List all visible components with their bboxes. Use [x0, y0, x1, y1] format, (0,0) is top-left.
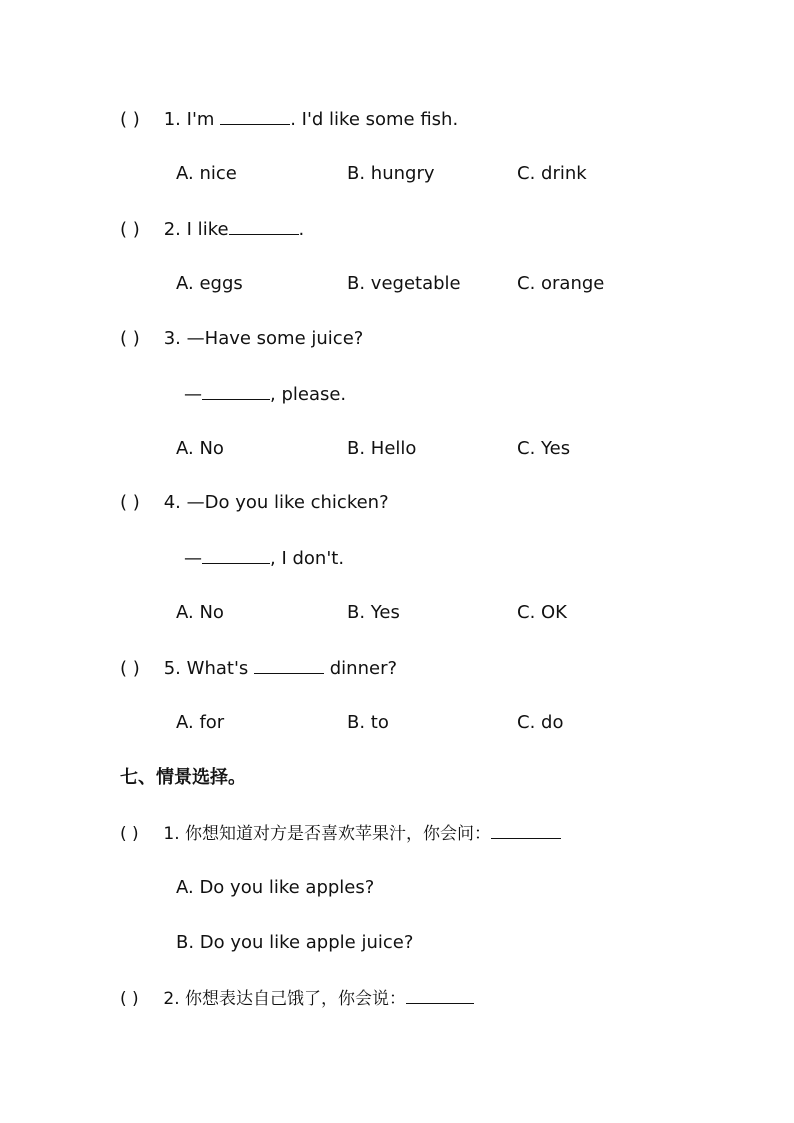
- option-c[interactable]: C. orange: [517, 273, 605, 294]
- situation-question-2: ( ) 2. 你想表达自己饿了，你会说：: [120, 986, 474, 1011]
- question-2: ( ) 2. I like .: [120, 219, 305, 240]
- answer-blank[interactable]: [491, 821, 561, 839]
- question-1: ( ) 1. I'm . I'd like some fish.: [120, 109, 459, 130]
- answer-blank[interactable]: [202, 382, 270, 400]
- situation-question-1: ( ) 1. 你想知道对方是否喜欢苹果汁，你会问：: [120, 821, 561, 846]
- question-4: ( ) 4. —Do you like chicken?: [120, 492, 389, 513]
- option-c[interactable]: C. OK: [517, 602, 567, 623]
- option-a[interactable]: A. for: [176, 712, 225, 733]
- answer-blank[interactable]: [254, 656, 324, 674]
- answer-paren[interactable]: ( ): [120, 109, 140, 130]
- answer-blank[interactable]: [406, 986, 474, 1004]
- option-b[interactable]: B. to: [347, 712, 389, 733]
- answer-paren[interactable]: ( ): [120, 658, 140, 679]
- answer-paren[interactable]: ( ): [120, 219, 140, 240]
- question-4-reply: — , I don't.: [184, 548, 345, 569]
- option-b[interactable]: B. hungry: [347, 163, 435, 184]
- answer-blank[interactable]: [229, 217, 299, 235]
- answer-paren[interactable]: ( ): [120, 492, 140, 513]
- answer-blank[interactable]: [202, 546, 270, 564]
- option-b[interactable]: B. Do you like apple juice?: [176, 932, 414, 953]
- section-title: 七、情景选择。: [120, 767, 246, 788]
- answer-paren[interactable]: ( ): [120, 989, 139, 1009]
- question-5: ( ) 5. What's dinner?: [120, 658, 398, 679]
- option-b[interactable]: B. Yes: [347, 602, 400, 623]
- option-c[interactable]: C. drink: [517, 163, 587, 184]
- option-a[interactable]: A. eggs: [176, 273, 243, 294]
- option-a[interactable]: A. No: [176, 438, 224, 459]
- option-c[interactable]: C. Yes: [517, 438, 571, 459]
- question-3: ( ) 3. —Have some juice?: [120, 328, 364, 349]
- answer-blank[interactable]: [220, 107, 290, 125]
- answer-paren[interactable]: ( ): [120, 824, 139, 844]
- option-b[interactable]: B. Hello: [347, 438, 417, 459]
- option-a[interactable]: A. nice: [176, 163, 237, 184]
- option-a[interactable]: A. Do you like apples?: [176, 877, 375, 898]
- question-3-reply: — , please.: [184, 384, 347, 405]
- option-c[interactable]: C. do: [517, 712, 564, 733]
- option-b[interactable]: B. vegetable: [347, 273, 461, 294]
- option-a[interactable]: A. No: [176, 602, 224, 623]
- answer-paren[interactable]: ( ): [120, 328, 140, 349]
